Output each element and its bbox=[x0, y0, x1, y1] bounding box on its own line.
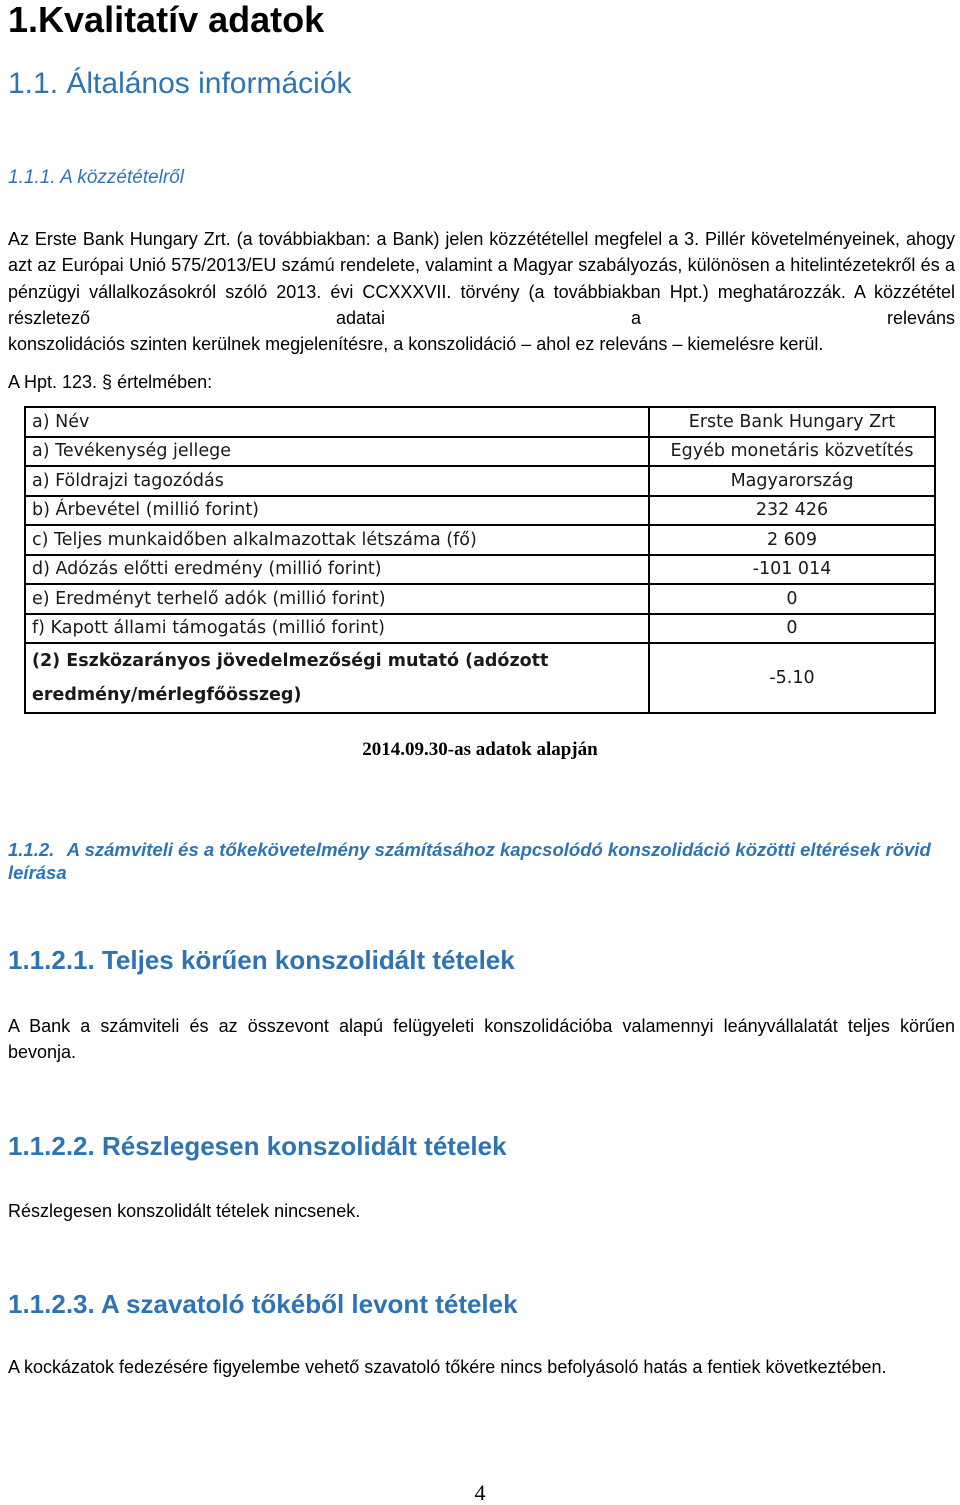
table-row bbox=[25, 407, 935, 437]
row-label: a) Név bbox=[25, 407, 649, 437]
table-row bbox=[25, 614, 935, 644]
table-row bbox=[25, 496, 935, 526]
row-value: 232 426 bbox=[649, 496, 935, 526]
paragraph-1-1-2-1: A Bank a számviteli és az összevont alapú felügyeleti konszolidációba valamennyi leányvállalatát teljes körűen bevonja. bbox=[8, 1016, 955, 1063]
table-row bbox=[25, 584, 935, 614]
table-row bbox=[25, 555, 935, 585]
page-number: 4 bbox=[474, 1480, 486, 1505]
row-value: -5.10 bbox=[649, 643, 935, 713]
table-row bbox=[25, 437, 935, 467]
row-label: a) Földrajzi tagozódás bbox=[25, 466, 649, 496]
heading-1-1-2-title: A számviteli és a tőkekövetelmény számításához kapcsolódó konszolidáció közötti eltérések rövid leírása bbox=[8, 839, 931, 883]
row-label: a) Tevékenység jellege bbox=[25, 437, 649, 467]
heading-1-1-2-1: 1.1.2.1. Teljes körűen konszolidált tételek bbox=[8, 945, 515, 975]
row-value: 2 609 bbox=[649, 525, 935, 555]
row-label: e) Eredményt terhelő adók (millió forint) bbox=[25, 584, 649, 614]
heading-1-1-2-3: 1.1.2.3. A szavatoló tőkéből levont tételek bbox=[8, 1289, 518, 1319]
heading-1-1-2-2: 1.1.2.2. Részlegesen konszolidált tételek bbox=[8, 1131, 507, 1161]
heading-1-1-1: 1.1.1. A közzétételről bbox=[8, 167, 185, 188]
hpt-reference: A Hpt. 123. § értelmében: bbox=[8, 372, 213, 392]
row-label: c) Teljes munkaidőben alkalmazottak létszáma (fő) bbox=[25, 525, 649, 555]
heading-1-1-2 bbox=[8, 838, 948, 884]
row-label: (2) Eszközarányos jövedelmezőségi mutató (adózott eredmény/mérlegfőösszeg) bbox=[25, 643, 649, 713]
intro-last-line: konszolidációs szinten kerülnek megjelenítésre, a konszolidáció – ahol ez releváns – kiemelésre kerül. bbox=[8, 334, 824, 355]
row-value: Erste Bank Hungary Zrt bbox=[649, 407, 935, 437]
paragraph-1-1-2-2: Részlegesen konszolidált tételek nincsenek. bbox=[8, 1201, 361, 1221]
table-row bbox=[25, 466, 935, 496]
row-value: 0 bbox=[649, 614, 935, 644]
table-row bbox=[25, 525, 935, 555]
table-caption: 2014.09.30-as adatok alapján bbox=[362, 739, 598, 760]
intro-text: Az Erste Bank Hungary Zrt. (a továbbiakban: a Bank) jelen közzététellel megfelel a 3. Pillér követelményeinek, ahogy azt az Európai Unió 575/2013/EU számú rendelete, valamint a Magyar szabályozás, különösen a hitelintézetekről és a pénzügyi vállalkozásokról szóló 2013. évi CCXXXVII. törvény (a továbbiakban Hpt.) meghatározzák. A közzététel részletező adatai a releváns bbox=[8, 229, 955, 328]
table-row-roa bbox=[25, 643, 935, 713]
row-value: Magyarország bbox=[649, 466, 935, 496]
row-value: Egyéb monetáris közvetítés bbox=[649, 437, 935, 467]
heading-1: 1.Kvalitatív adatok bbox=[8, 0, 325, 40]
row-value: -101 014 bbox=[649, 555, 935, 585]
row-value: 0 bbox=[649, 584, 935, 614]
row-label: f) Kapott állami támogatás (millió forint) bbox=[25, 614, 649, 644]
heading-1-1: 1.1. Általános információk bbox=[8, 67, 352, 100]
intro-paragraph bbox=[8, 226, 955, 357]
row-label: d) Adózás előtti eredmény (millió forint) bbox=[25, 555, 649, 585]
paragraph-1-1-2-3: A kockázatok fedezésére figyelembe vehető szavatoló tőkére nincs befolyásoló hatás a fentiek következtében. bbox=[8, 1357, 887, 1377]
row-label: b) Árbevétel (millió forint) bbox=[25, 496, 649, 526]
info-table bbox=[24, 406, 936, 714]
heading-1-1-2-number: 1.1.2. bbox=[8, 839, 55, 860]
